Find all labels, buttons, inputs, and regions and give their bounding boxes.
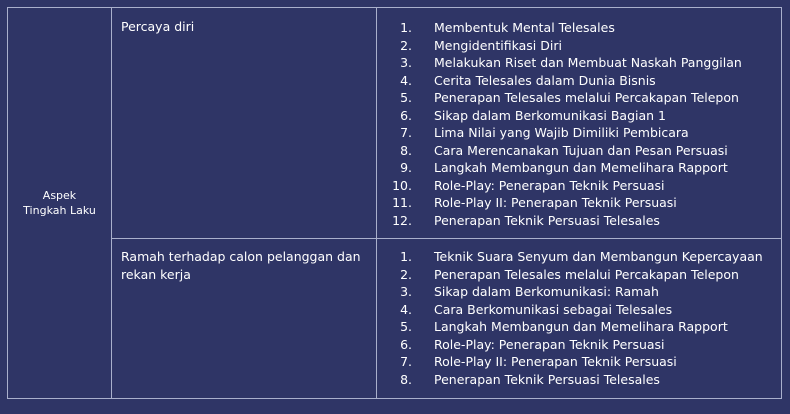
list-item <box>388 124 742 142</box>
list-item <box>388 266 763 284</box>
list-item <box>388 318 763 336</box>
item-number: 2. <box>400 37 412 53</box>
item-number: 6. <box>400 107 412 123</box>
item-number: 1. <box>400 20 412 35</box>
column-divider-1 <box>111 8 112 398</box>
criteria-cell-friendly: Ramah terhadap calon pelanggan dan rekan kerja <box>121 249 361 282</box>
item-text: Role-Play II: Penerapan Teknik Persuasi <box>434 195 677 210</box>
item-number: 7. <box>400 354 412 369</box>
item-number: 2. <box>400 266 412 282</box>
item-number: 5. <box>400 319 412 334</box>
item-number: 8. <box>400 142 412 158</box>
list-item <box>388 336 763 354</box>
list-item <box>388 212 742 230</box>
item-number: 4. <box>400 301 412 317</box>
item-text: Cara Merencanakan Tujuan dan Pesan Persuasi <box>434 142 728 158</box>
list-item <box>388 37 742 55</box>
list-item <box>388 72 742 90</box>
item-number: 6. <box>400 336 412 352</box>
item-text: Membentuk Mental Telesales <box>434 20 615 35</box>
item-number: 10. <box>392 177 412 193</box>
item-text: Sikap dalam Berkomunikasi: Ramah <box>434 284 659 299</box>
criteria-cell-confidence: Percaya diri <box>121 19 195 34</box>
item-text: Cara Berkomunikasi sebagai Telesales <box>434 301 673 317</box>
list-item <box>388 89 742 107</box>
list-item <box>388 194 742 212</box>
competency-table <box>7 7 782 399</box>
list-item <box>388 177 742 195</box>
item-text: Role-Play: Penerapan Teknik Persuasi <box>434 336 665 352</box>
item-number: 5. <box>400 90 412 105</box>
aspect-label-line2: Tingkah Laku <box>23 204 96 217</box>
item-text: Penerapan Teknik Persuasi Telesales <box>434 371 660 387</box>
list-item <box>388 371 763 389</box>
item-number: 3. <box>400 55 412 70</box>
list-item <box>388 353 763 371</box>
list-item <box>388 283 763 301</box>
item-text: Penerapan Telesales melalui Percakapan Telepon <box>434 266 739 282</box>
list-item <box>388 301 763 319</box>
item-text: Teknik Suara Senyum dan Membangun Kepercayaan <box>434 249 763 264</box>
item-text: Cerita Telesales dalam Dunia Bisnis <box>434 72 656 88</box>
item-number: 4. <box>400 72 412 88</box>
item-number: 12. <box>392 212 412 228</box>
item-text: Langkah Membangun dan Memelihara Rapport <box>434 319 728 334</box>
list-item <box>388 19 742 37</box>
list-item <box>388 54 742 72</box>
list-item <box>388 159 742 177</box>
item-number: 9. <box>400 160 412 175</box>
list-item <box>388 142 742 160</box>
item-text: Mengidentifikasi Diri <box>434 37 562 53</box>
row-divider <box>111 238 781 239</box>
item-text: Penerapan Telesales melalui Percakapan Telepon <box>434 90 739 105</box>
item-text: Role-Play II: Penerapan Teknik Persuasi <box>434 354 677 369</box>
list-item <box>388 248 763 266</box>
item-text: Langkah Membangun dan Memelihara Rapport <box>434 160 728 175</box>
aspect-cell <box>8 8 111 398</box>
aspect-label-line1: Aspek <box>42 189 77 202</box>
item-text: Role-Play: Penerapan Teknik Persuasi <box>434 177 665 193</box>
item-number: 8. <box>400 371 412 387</box>
module-list-friendly <box>388 248 763 388</box>
item-text: Sikap dalam Berkomunikasi Bagian 1 <box>434 107 667 123</box>
item-number: 7. <box>400 125 412 140</box>
item-number: 1. <box>400 249 412 264</box>
module-list-confidence <box>388 19 742 229</box>
item-text: Lima Nilai yang Wajib Dimiliki Pembicara <box>434 125 689 140</box>
column-divider-2 <box>376 8 377 398</box>
item-text: Penerapan Teknik Persuasi Telesales <box>434 212 660 228</box>
list-item <box>388 107 742 125</box>
item-number: 3. <box>400 284 412 299</box>
item-number: 11. <box>392 195 412 210</box>
item-text: Melakukan Riset dan Membuat Naskah Panggilan <box>434 55 742 70</box>
